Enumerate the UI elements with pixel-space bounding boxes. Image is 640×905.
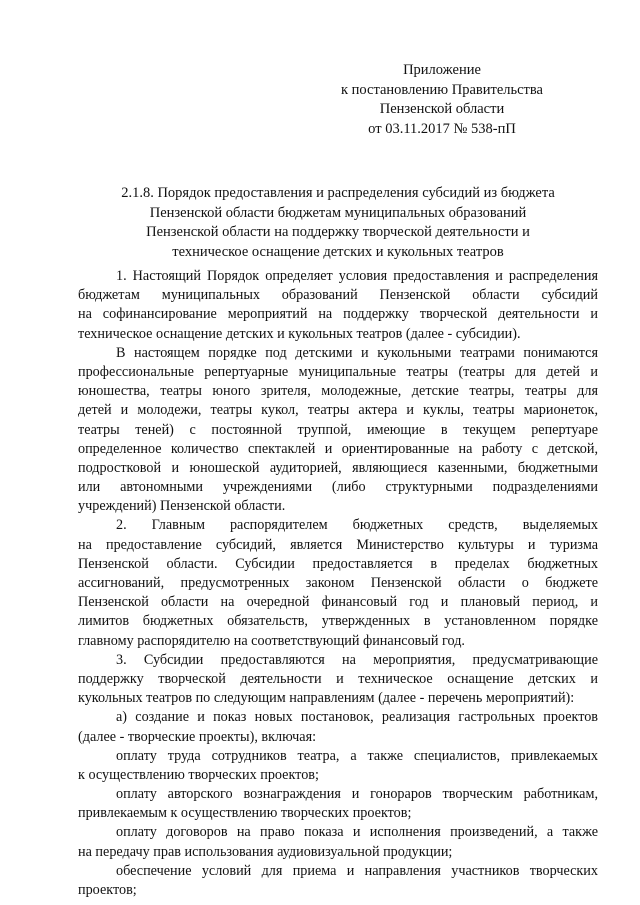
body-text-line: оплату авторского вознаграждения и гонораров творческим работникам, bbox=[116, 786, 598, 803]
body-text-line: поддержку творческой деятельности и техническое оснащение детских и bbox=[78, 670, 598, 687]
body-text-line: кукольных театров по следующим направлениям (далее - перечень мероприятий): bbox=[78, 690, 575, 707]
body-text-line: 2. Главным распорядителем бюджетных средств, выделяемых bbox=[116, 517, 598, 534]
body-text-line: (далее - творческие проекты), включая: bbox=[78, 728, 317, 745]
body-text-line: оплату труда сотрудников театра, а также специалистов, привлекаемых bbox=[116, 747, 598, 764]
approval-block bbox=[292, 61, 592, 139]
body-text-line: профессиональные репертуарные муниципальные театры (театры для детей и bbox=[78, 363, 598, 380]
body-text-line: В настоящем порядке под детскими и кукольными театрами понимаются bbox=[116, 344, 598, 361]
body-text-line: оплату договоров на право показа и исполнения произведений, а также bbox=[116, 824, 598, 841]
body-text-line: 1. Настоящий Порядок определяет условия предоставления и распределения bbox=[116, 268, 598, 284]
body-text-line: к осуществлению творческих проектов; bbox=[78, 766, 319, 783]
title-line: Пензенской области на поддержку творческой деятельности и bbox=[146, 224, 530, 240]
approval-line: к постановлению Правительства bbox=[341, 81, 543, 98]
body-text-line: проектов; bbox=[78, 882, 137, 898]
body-text-line: на предоставление субсидий, является Министерство культуры и туризма bbox=[78, 536, 598, 553]
body-text-line: техническое оснащение детских и кукольных театров (далее - субсидии). bbox=[78, 325, 521, 342]
approval-line: Пензенской области bbox=[379, 101, 505, 117]
document-body bbox=[78, 267, 598, 900]
body-text-line: ассигнований, предусмотренных законом Пензенской области о бюджете bbox=[78, 575, 598, 591]
body-text-line: а) создание и показ новых постановок, реализация гастрольных проектов bbox=[116, 709, 598, 726]
body-text-line: Пензенской области на очередной финансовый год и плановый период, и bbox=[78, 594, 598, 611]
title-line: 2.1.8. Порядок предоставления и распределения субсидий из бюджета bbox=[121, 185, 555, 201]
body-text-line: 3. Субсидии предоставляются на мероприятия, предусматривающие bbox=[116, 651, 598, 668]
body-text-line: на софинансирование мероприятий на поддержку творческой деятельности и bbox=[78, 306, 598, 323]
body-text-line: театры теней) с постоянной труппой, имеющие в текущем репертуаре bbox=[78, 421, 598, 438]
body-text-line: лимитов бюджетных обязательств, утвержденных в установленном порядке bbox=[78, 613, 598, 630]
approval-line: Приложение bbox=[403, 62, 481, 78]
body-text-line: на передачу прав использования аудиовизуальной продукции; bbox=[78, 843, 453, 860]
body-text-line: главному распорядителю на соответствующий финансовый год. bbox=[78, 632, 465, 649]
body-text-line: или автономными учреждениями (либо структурными подразделениями bbox=[78, 479, 598, 496]
body-text-line: учреждений) Пензенской области. bbox=[78, 498, 286, 515]
body-text-line: детей и молодежи, театры кукол, театры актера и куклы, театры марионеток, bbox=[78, 402, 598, 419]
title-line: Пензенской области бюджетам муниципальных образований bbox=[149, 204, 527, 221]
body-text-line: юношества, театры юного зрителя, молодежные, детские театры, театры для bbox=[78, 383, 598, 400]
body-text-line: привлекаемым к осуществлению творческих проектов; bbox=[78, 805, 412, 822]
body-text-line: подростковой и юношеской аудиторией, являющиеся казенными, бюджетными bbox=[78, 459, 598, 476]
approval-line: от 03.11.2017 № 538-пП bbox=[368, 120, 516, 137]
body-text-line: обеспечение условий для приема и направления участников творческих bbox=[116, 862, 598, 879]
body-text-line: Пензенской области. Субсидии предоставляется в пределах бюджетных bbox=[78, 555, 598, 572]
document-title bbox=[78, 184, 598, 262]
body-text-line: определенное количество спектаклей и ориентированные на работу с детской, bbox=[78, 440, 598, 457]
title-line: техническое оснащение детских и кукольных театров bbox=[172, 243, 504, 260]
body-text-line: бюджетам муниципальных образований Пензенской области субсидий bbox=[78, 287, 598, 304]
